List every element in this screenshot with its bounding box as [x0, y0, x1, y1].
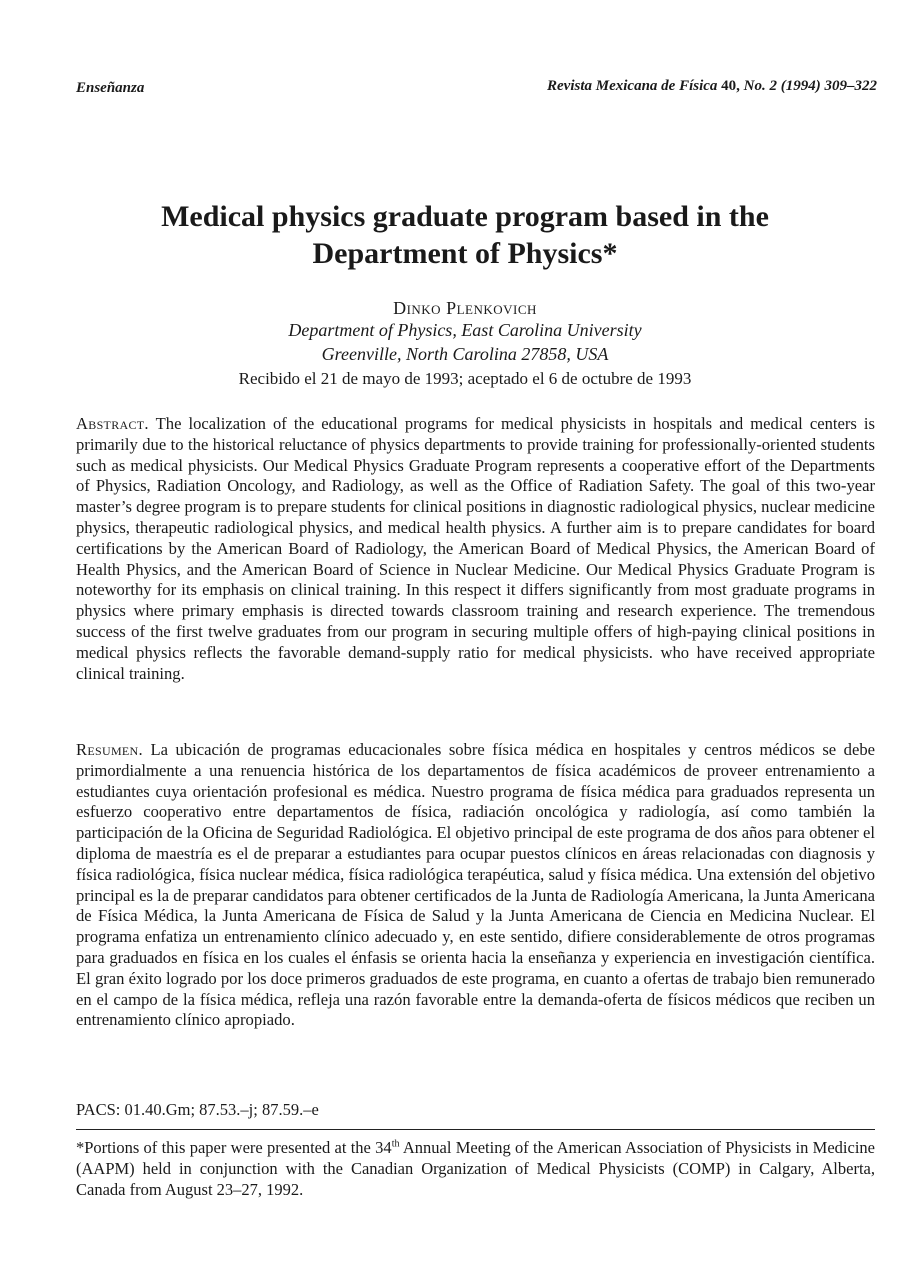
title-line-2: Department of Physics* — [312, 237, 618, 270]
abstract-text: The localization of the educational programs for medical physicists in hospitals and medical centers is primarily due to the historical reluctance of physics departments to provide training for professionally-oriented students such as medical physicists. Our Medical Physics Graduate Program represents a cooperative effort of the Departments of Physics, Radiation Oncology, and Radiology, as well as the Office of Radiation Safety. The goal of this two-year master’s degree program is to prepare students for clinical positions in diagnostic radiological physics, nuclear medicine physics, therapeutic radiological physics, and medical health physics. A further aim is to prepare candidates for board certifications by the American Board of Radiology, the American Board of Medical Physics, the American Board of Health Physics, and the American Board of Science in Nuclear Medicine. Our Medical Physics Graduate Program is noteworthy for its emphasis on clinical training. In this respect it differs significantly from most graduate programs in physics where primary emphasis is directed towards classroom training and research experience. The tremendous success of the first twelve graduates from our program in securing multiple offers of high-paying clinical positions in medical physics reflects the favorable demand-supply ratio for medical physicists. who have received appropriate clinical training. — [76, 414, 876, 683]
title-line-1: Medical physics graduate program based in the — [161, 200, 769, 233]
journal-citation — [547, 78, 877, 95]
section-label: Enseñanza — [76, 80, 145, 96]
footnote-superscript: th — [391, 1138, 400, 1150]
footnote — [76, 1137, 875, 1200]
pacs-codes: PACS: 01.40.Gm; 87.53.–j; 87.59.–e — [76, 1100, 319, 1119]
footnote-text-end: Annual Meeting of the American Association of Physicists in Medicine (AAPM) held in conjunction with the Canadian Organization of Medical Physicists (COMP) in Calgary, Alberta, Canada from August 23–27, 1992. — [76, 1138, 875, 1199]
footnote-divider — [76, 1129, 875, 1130]
journal-volume: 40, — [721, 78, 740, 94]
footnote-text-start: *Portions of this paper were presented at the 34 — [76, 1138, 392, 1157]
received-dates: Recibido el 21 de mayo de 1993; aceptado el 6 de octubre de 1993 — [238, 369, 692, 388]
abstract — [76, 414, 875, 684]
abstract-label: Abstract. — [76, 414, 149, 433]
affiliation-department: Department of Physics, East Carolina University — [288, 320, 642, 340]
resumen — [76, 740, 875, 1031]
resumen-text: La ubicación de programas educacionales sobre física médica en hospitales y centros médicos se debe primordialmente a una renuencia histórica de los departamentos de física académicos de proveer entrenamiento a estudiantes cuya orientación profesional es médica. Nuestro programa de física médica para graduados representa un esfuerzo cooperativo entre departamentos de física, radiación oncológica y radiología, así como también la participación de la Oficina de Seguridad Radiológica. El objetivo principal de este programa de dos años para obtener el diploma de maestría es el de preparar a estudiantes para ocupar puestos clínicos en áreas relacionadas con diagnosis y física radiológica, física nuclear médica, física radiológica terapéutica, salud y física médica. Una extensión del objetivo principal es la de preparar candidatos para obtener certificados de la Junta de Radiología Americana, la Junta Americana de Física Médica, la Junta Americana de Física de Salud y la Junta Americana de Ciencia en Medicina Nuclear. El programa enfatiza un entrenamiento clínico adecuado y, en este sentido, difiere considerablemente de otros programas para graduados en física en los cuales el énfasis se orienta hacia la enseñanza y experiencia en investigación científica. El gran éxito logrado por los doce primeros graduados de este programa, en cuanto a ofertas de trabajo bien remunerado en el campo de la física médica, refleja una razón favorable entre la demanda-oferta de físicos médicos que reciben un entrenamiento clínico apropiado. — [76, 740, 875, 1030]
resumen-label: Resumen. — [76, 740, 143, 759]
affiliation-location: Greenville, North Carolina 27858, USA — [321, 344, 609, 364]
author-name: Dinko Plenkovich — [393, 298, 537, 318]
journal-issue: No. 2 (1994) 309–322 — [743, 78, 877, 94]
paper-title — [60, 198, 870, 272]
journal-name: Revista Mexicana de Física — [547, 78, 718, 94]
